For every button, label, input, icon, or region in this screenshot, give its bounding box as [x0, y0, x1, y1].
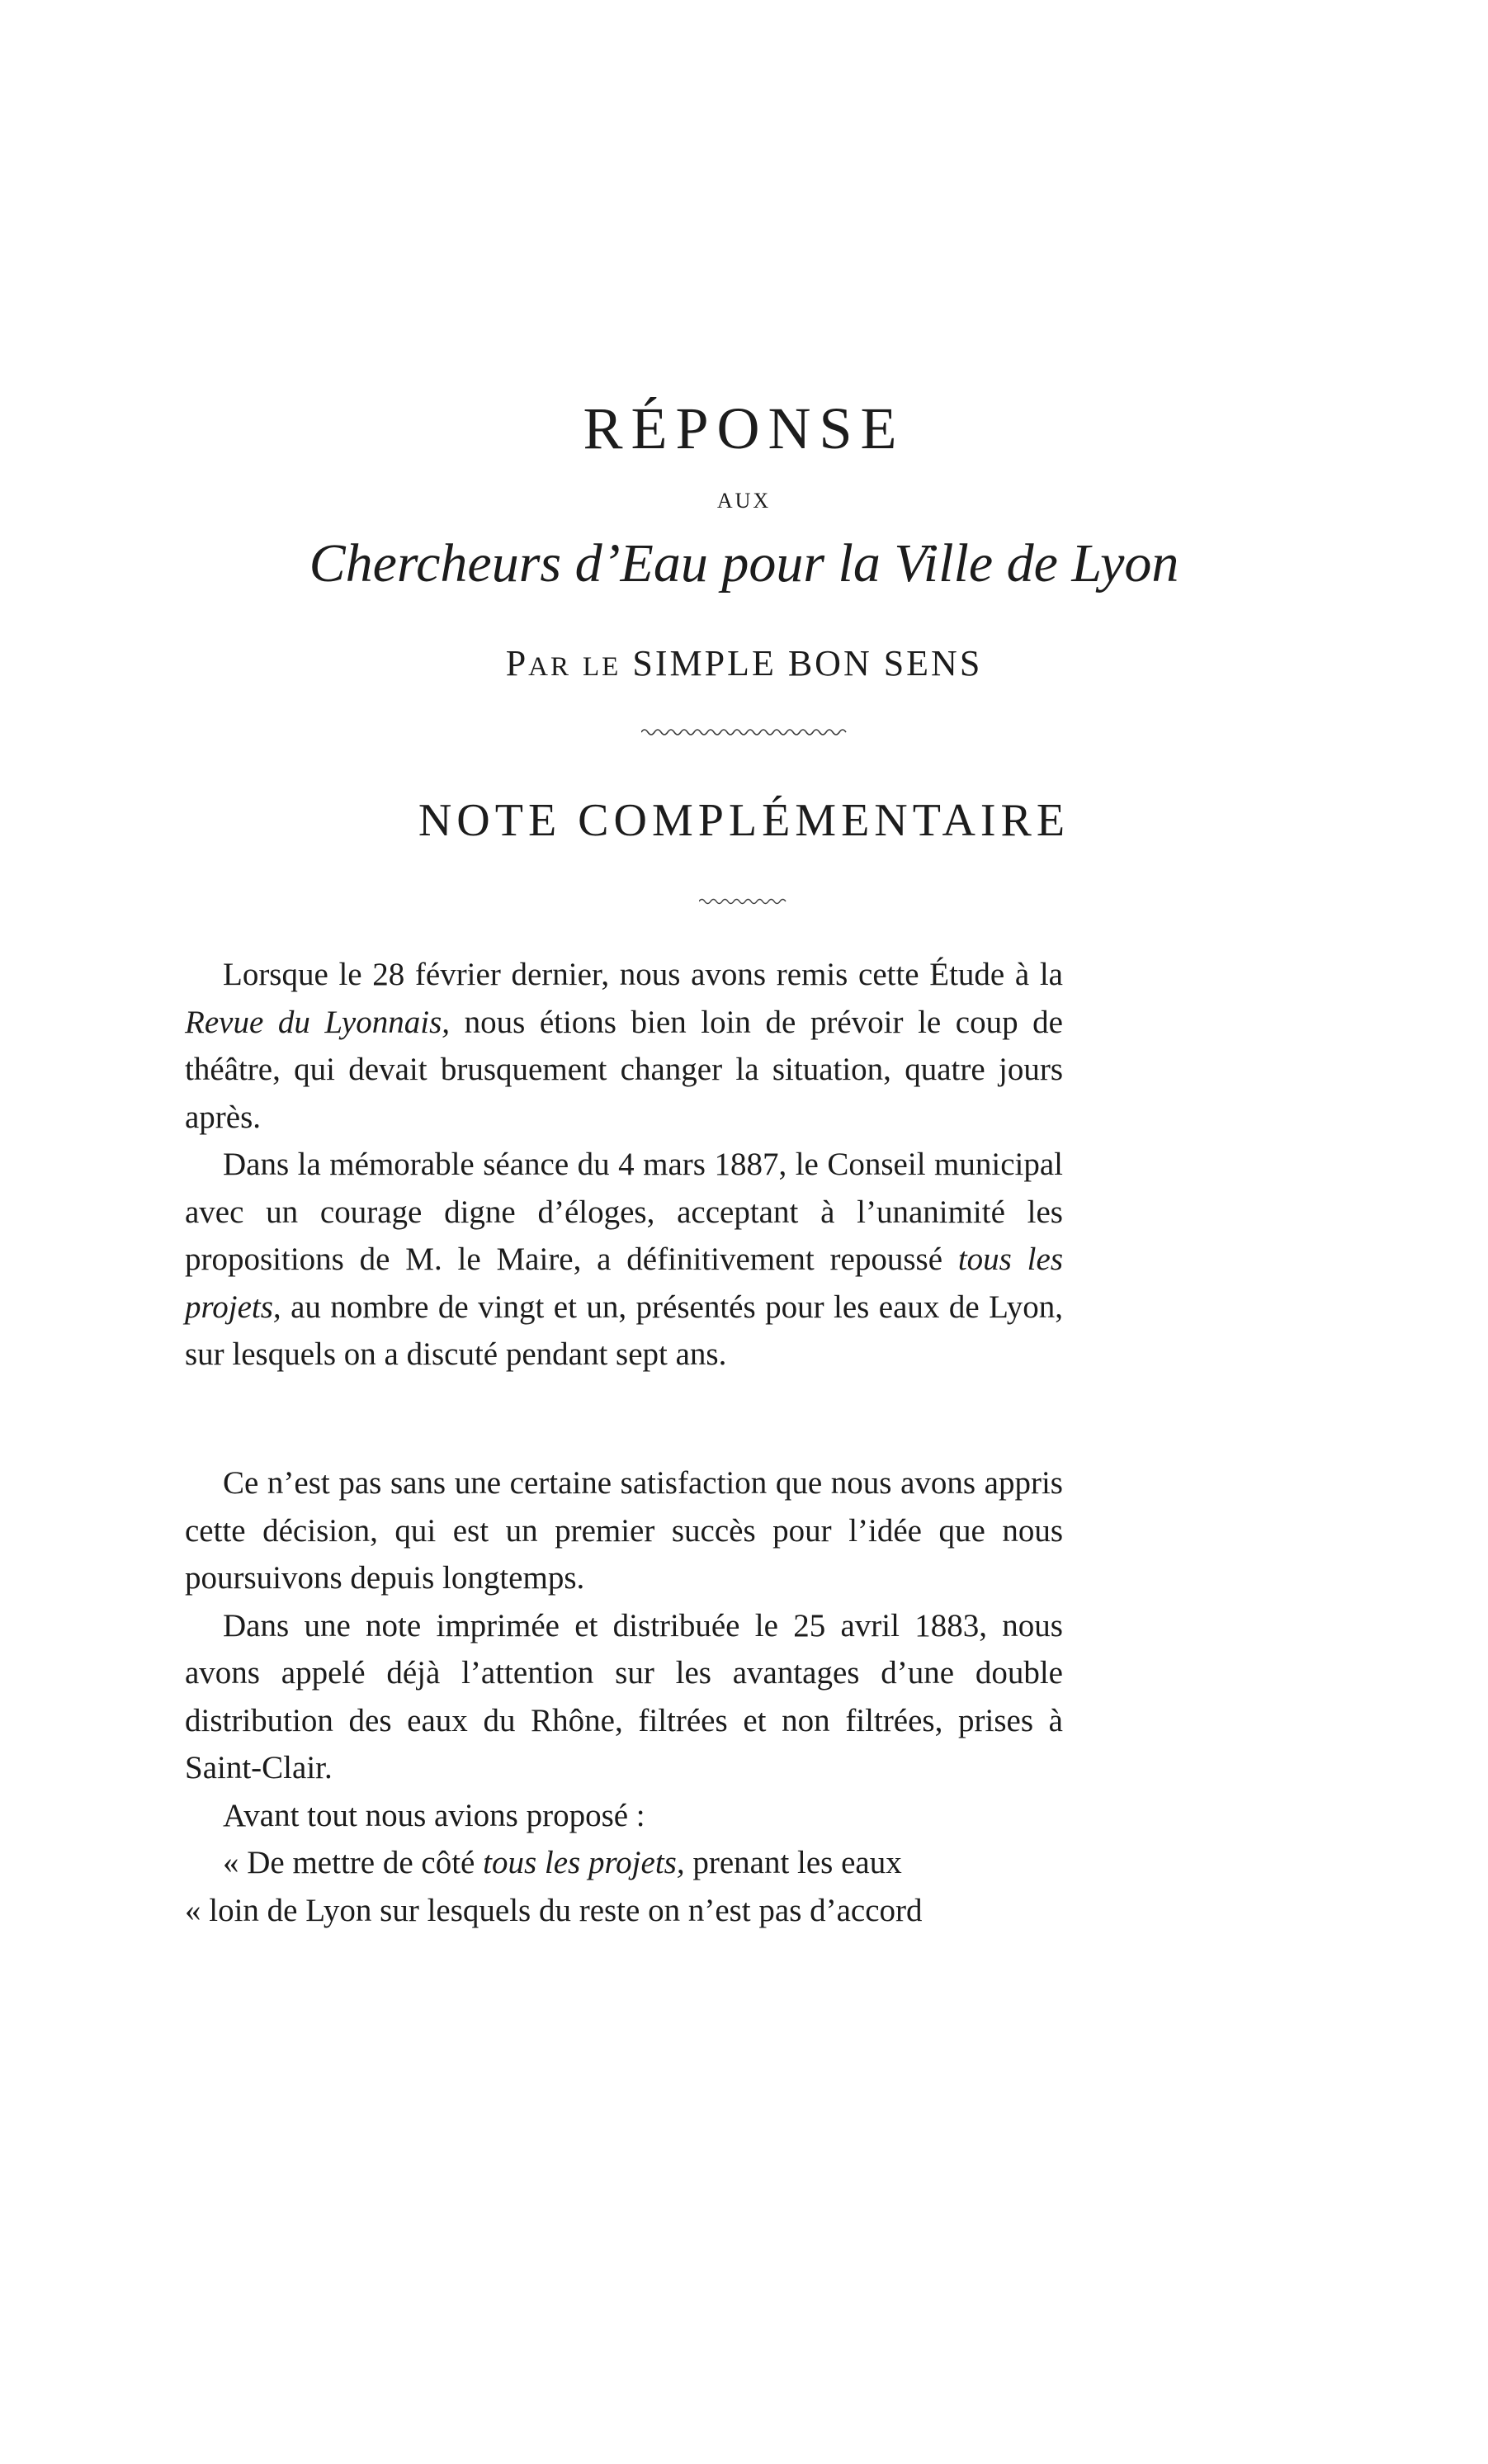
- paragraph-2: [185, 1141, 1063, 1379]
- paragraph-2-text-a: Dans la mémorable séance du 4 mars 1887, le Conseil municipal avec un courage digne d’éloges, acceptant à l’unanimité les propositions de M. le Maire, a définitivement repoussé: [185, 1147, 1063, 1277]
- paragraph-2-italic: tous les projets,: [185, 1241, 1063, 1325]
- wave-ornament-icon: [0, 726, 1488, 742]
- paragraph-4: Dans une note imprimée et distribuée le 25 avril 1883, nous avons appelé déjà l’attention sur les avantages d’une double distribution des eaux du Rhône, filtrées et non filtrées, prises à Saint-Clair.: [185, 1607, 1063, 1785]
- paragraph-1-text-b: nous étions bien loin de prévoir le coup de théâtre, qui devait brusquement changer la situation, quatre jours après.: [185, 1004, 1063, 1135]
- paragraph-2-text-b: au nombre de vingt et un, présentés pour les eaux de Lyon, sur lesquels on a discuté pendant sept ans.: [185, 1289, 1063, 1372]
- paragraph-1-italic: Revue du Lyonnais,: [185, 1004, 450, 1040]
- body-text-block-2: [185, 1459, 1063, 1934]
- quote-line-1-italic: tous les projets,: [483, 1845, 685, 1880]
- quote-line-1-text-a: « De mettre de côté: [223, 1845, 484, 1880]
- quotation: [185, 1839, 1063, 1887]
- paragraph-1-text-a: Lorsque le 28 février dernier, nous avons remis cette Étude à la: [223, 957, 1063, 992]
- byline-par-rest: AR: [528, 652, 572, 682]
- quote-line-1: [185, 1839, 1063, 1887]
- page-subtitle: Chercheurs d’Eau pour la Ville de Lyon: [309, 533, 1179, 594]
- body-text-block-1: [185, 951, 1063, 1379]
- title-connector: AUX: [716, 489, 772, 513]
- byline-le: LE: [583, 652, 621, 682]
- quote-line-1-text-b: prenant les eaux: [684, 1845, 902, 1880]
- quotation-continued: [185, 1887, 1063, 1935]
- byline-par-initial: P: [505, 643, 529, 683]
- page-title: RÉPONSE: [583, 395, 905, 461]
- section-title: NOTE COMPLÉMENTAIRE: [418, 795, 1070, 846]
- author-byline: [0, 642, 1488, 684]
- paragraph-5: Avant tout nous avions proposé :: [223, 1797, 645, 1833]
- quote-line-2: « loin de Lyon sur lesquels du reste on n’est pas d’accord: [185, 1892, 923, 1928]
- byline-author: SIMPLE BON SENS: [632, 643, 983, 683]
- paragraph-3: Ce n’est pas sans une certaine satisfaction que nous avons appris cette décision, qui est un premier succès pour l’idée que nous poursuivons depuis longtemps.: [185, 1465, 1063, 1596]
- paragraph-1: [185, 951, 1063, 1141]
- small-wave-ornament-icon: [0, 896, 1488, 910]
